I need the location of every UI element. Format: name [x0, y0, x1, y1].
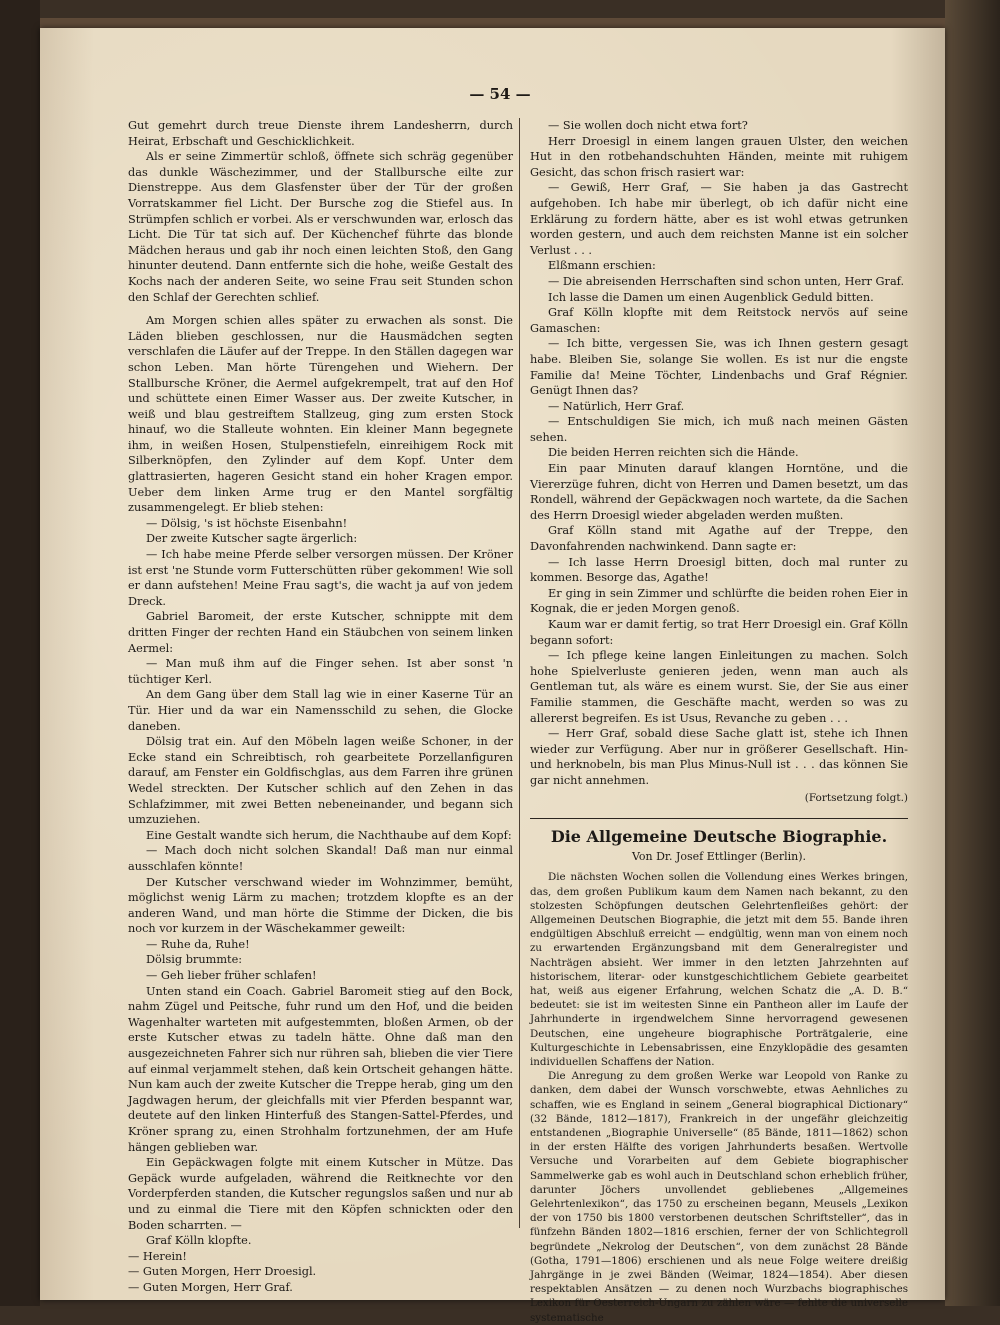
left-column: [128, 118, 513, 1294]
paragraph: Ich lasse die Damen um einen Augenblick Geduld bitten.: [548, 290, 874, 304]
paragraph: Ein paar Minuten darauf klangen Horntöne, und die Viererzüge fuhren, dicht von Herren und Damen besetzt, um das Rondell, während der Gepäckwagen noch wartete, da die Sachen des Herrn Droesigl wieder abgeladen werden mußten.: [530, 462, 908, 522]
book-binding: [0, 0, 40, 1306]
section-rule: [530, 818, 908, 819]
paragraph: — Guten Morgen, Herr Droesigl.: [128, 1265, 317, 1279]
paragraph: — Guten Morgen, Herr Graf.: [128, 1280, 293, 1294]
paragraph: — Ich bitte, vergessen Sie, was ich Ihnen gestern gesagt habe. Bleiben Sie, solange Sie wollen. Es ist nur die engste Familie da! Meine Töchter, Lindenbachs und Graf Régnier. Genügt Ihnen das?: [530, 337, 908, 398]
paragraph: — Entschuldigen Sie mich, ich muß nach meinen Gästen sehen.: [530, 415, 908, 444]
paragraph: An dem Gang über dem Stall lag wie in einer Kaserne Tür an Tür. Hier und da war ein Namensschild zu sehen, die Glocke daneben.: [128, 688, 513, 733]
paragraph: Am Morgen schien alles später zu erwachen als sonst. Die Läden blieben geschlossen, nur die Hausmädchen segten verschlafen die Läufer auf der Treppe. In den Ställen dagegen war schon Leben. Man hörte Türengehen und Wiehern. Der Stallbursche Kröner, die Aermel aufgekrempelt, trat auf den Hof und schüttete einen Eimer Wasser aus. Der zweite Kutscher, in weiß und blau gestreiftem Stallzeug, ging zum ersten Stock hinauf, wo die Stalleute wohnten. Ein kleiner Mann begegnete ihm, in weißen Hosen, Stulpenstiefeln, einreihigem Rock mit Silberknöpfen, den Zylinder auf dem Kopf. Unter dem glattrasierten, hageren Gesicht stand ein hoher Kragen empor. Ueber dem linken Arme trug er den Mantel sorgfältig zusammengelegt. Er blieb stehen:: [128, 314, 513, 515]
paragraph: — Sie wollen doch nicht etwa fort?: [548, 119, 748, 132]
article: [530, 829, 908, 1325]
paragraph: — Die abreisenden Herrschaften sind schon unten, Herr Graf.: [548, 274, 905, 288]
paragraph: Er ging in sein Zimmer und schlürfte die beiden rohen Eier in Kognak, die er jeden Morgen genoß.: [530, 586, 908, 616]
article-author: Von Dr. Josef Ettlinger (Berlin).: [631, 849, 807, 863]
paragraph: — Herr Graf, sobald diese Sache glatt ist, stehe ich Ihnen wieder zur Verfügung. Aber nur in größerer Gesellschaft. Hin- und herknobeln, bis man Plus Minus-Null ist . . . das können Sie gar nicht annehmen.: [530, 727, 908, 787]
paragraph: Eine Gestalt wandte sich herum, die Nachthaube auf dem Kopf:: [146, 828, 512, 842]
paragraph: — Mach doch nicht solchen Skandal! Daß man nur einmal ausschlafen könnte!: [128, 844, 513, 873]
paragraph: — Dölsig, 's ist höchste Eisenbahn!: [146, 516, 348, 530]
article-title: Die Allgemeine Deutsche Biographie.: [550, 827, 888, 847]
paragraph: Der zweite Kutscher sagte ärgerlich:: [146, 532, 358, 546]
paragraph: Graf Kölln stand mit Agathe auf der Treppe, den Davonfahrenden nachwinkend. Dann sagte er:: [530, 524, 908, 554]
paragraph: Die nächsten Wochen sollen die Vollendung eines Werkes bringen, das, dem großen Publikum kaum dem Namen nach bekannt, zu den stolzesten Schöpfungen deutschen Gelehrtenfleißes gehört: der Allgemeinen Deutschen Biographie, die jetzt mit dem 55. Bande ihren endgültigen Abschluß erreicht — endgültig, wenn man von einem noch zu erwartenden Ergänzungsband mit dem Generalregister und Nachträgen absieht. Wer immer in den letzten Jahrzehnten auf historischem, literar- oder kunstgeschichtlichem Gebiete gearbeitet hat, weiß aus eigener Erfahrung, welchen Schatz die „A. D. B.“ bedeutet: sie ist im weitesten Sinne ein Pantheon aller im Laufe der Jahrhunderte in irgendwelchem Sinne hervorragend gewesenen Deutschen, eine ungeheure biographische Porträtgalerie, eine Kulturgeschichte in Lebensabrissen, eine Enzyklopädie des gesamten individuellen Schaffens der Nation.: [530, 871, 908, 1068]
paragraph: Dölsig brummte:: [146, 953, 243, 967]
paragraph: Der Kutscher verschwand wieder im Wohnzimmer, bemüht, möglichst wenig Lärm zu machen; trotzdem klopfte es an der anderen Wand, und man hörte die Stimme der Dicken, die bis noch vor kurzem in der Wäschekammer geweilt:: [128, 875, 513, 936]
paragraph: Dölsig trat ein. Auf den Möbeln lagen weiße Schoner, in der Ecke stand ein Schreibtisch, roh gearbeitete Porzellanfiguren darauf, am Fenster ein Goldfischglas, aus dem Farren ihre grünen Wedel streckten. Der Kutscher schlich auf den Zehen in das Schlafzimmer, mit zwei Betten nebeneinander, und begann sich umzuziehen.: [128, 735, 513, 827]
paragraph: Gabriel Baromeit, der erste Kutscher, schnippte mit dem dritten Finger der rechten Hand ein Stäubchen von seinem linken Aermel:: [128, 610, 513, 655]
paragraph: Elßmann erschien:: [548, 259, 656, 273]
paragraph: Herr Droesigl in einem langen grauen Ulster, den weichen Hut in den rotbehandschuhten Händen, meinte mit ruhigem Gesicht, das schon frisch rasiert war:: [530, 134, 908, 179]
paragraph: — Man muß ihm auf die Finger sehen. Ist aber sonst 'n tüchtiger Kerl.: [128, 657, 513, 686]
paragraph: Die beiden Herren reichten sich die Hände.: [548, 446, 799, 460]
paragraph: — Natürlich, Herr Graf.: [548, 399, 685, 413]
paragraph: — Ich pflege keine langen Einleitungen zu machen. Solch hohe Spielverluste genieren jeden, wenn man auch als Gentleman tut, als wäre es einem wurst. Sie, der Sie aus einer Familie stammen, die Geschäfte macht, werden so was zu allererst begreifen. Es ist Usus, Revanche zu geben . . .: [530, 649, 908, 725]
column-divider: [519, 118, 520, 1228]
paragraph: Als er seine Zimmertür schloß, öffnete sich schräg gegenüber das dunkle Wäschezimmer, und der Stallbursche eilte zur Dienstreppe. Aus dem Glasfenster über der Tür der großen Vorratskammer fiel Licht. Der Bursche zog die Stiefel aus. In Strümpfen schlich er vorbei. Als er verschwunden war, erlosch das Licht. Die Tür tat sich auf. Der Küchenchef führte das blonde Mädchen heraus und gab ihr noch einen leichten Stoß, den Gang hinunter deutend. Dann entfernte sich die hohe, weiße Gestalt des Kochs nach der anderen Seite, wo seine Frau seit Stunden schon den Schlaf der Gerechten schlief.: [128, 150, 513, 304]
paragraph: Die Anregung zu dem großen Werke war Leopold von Ranke zu danken, dem dabei der Wunsch vorschwebte, etwas Aehnliches zu schaffen, wie es England in seinem „General biographical Dictionary“ (32 Bände, 1812—1817), Frankreich in der ungefähr gleichzeitig entstandenen „Biographie Universelle“ (85 Bände, 1811—1862) schon in der ersten Hälfte des vorigen Jahrhunderts besaßen. Wertvolle Versuche und Vorarbeiten auf dem Gebiete biographischer Sammelwerke gab es wohl auch in Deutschland schon erheblich früher, darunter Jöchers unvollendet gebliebenes „Allgemeines Gelehrtenlexikon“, das 1750 zu erscheinen begann, Meusels „Lexikon der von 1750 bis 1800 verstorbenen deutschen Schriftsteller“, das in fünfzehn Bänden 1802—1816 erschien, ferner der von Schlichtegroll begründete „Nekrolog der Deutschen“, von dem zunächst 28 Bände (Gotha, 1791—1806) erschienen und als neue Folge weitere dreißig Jahrgänge in je zwei Bänden (Weimar, 1824—1854). Aber diesen respektablen Ansätzen — zu denen noch Wurzbachs biographisches Lexikon für Oesterreich-Ungarn zu zählen wäre — fehlte die universelle systematische: [530, 1070, 908, 1324]
paragraph: Kaum war er damit fertig, so trat Herr Droesigl ein. Graf Kölln begann sofort:: [530, 618, 908, 647]
book-edge: [945, 0, 1000, 1306]
paragraph: — Ruhe da, Ruhe!: [146, 937, 250, 951]
paragraph: Unten stand ein Coach. Gabriel Baromeit stieg auf den Bock, nahm Zügel und Peitsche, fuhr rund um den Hof, und die beiden Wagenhalter warteten mit aufgestemmten, bloßen Armen, ob der erste Kutscher etwas zu tadeln hätte. Ohne daß man den ausgezeichneten Fahrer sich nur rühren sah, blieben die vier Tiere auf einmal verjammelt stehen, daß kein Ortscheit gehangen hätte. Nun kam auch der zweite Kutscher die Treppe herab, ging um den Jagdwagen herum, der gleichfalls mit vier Pferden bespannt war, deutete auf den linken Hinterfuß des Stangen-Sattel-Pferdes, und Kröner sprang zu, einen Strohhalm fortzunehmen, der am Hufe hängen geblieben war.: [128, 984, 513, 1154]
right-column: [530, 118, 908, 1324]
paragraph: Ein Gepäckwagen folgte mit einem Kutscher in Mütze. Das Gepäck wurde aufgeladen, während die Reitknechte vor den Vorderpferden standen, die Kutscher regungslos saßen und nur ab und zu einmal die Tiere mit den Köpfen schnickten oder den Boden scharrten. —: [128, 1156, 513, 1232]
continuation-note: (Fortsetzung folgt.): [804, 791, 908, 804]
paragraph: — Ich habe meine Pferde selber versorgen müssen. Der Kröner ist erst 'ne Stunde vorm Futterschütten rüber gekommen! Wie soll er dann aufstehen! Meine Frau sagt's, die wacht ja auf von jedem Dreck.: [128, 548, 513, 608]
page-number: — 54 —: [469, 85, 531, 103]
paragraph: Graf Kölln klopfte.: [146, 1234, 252, 1248]
paragraph: — Herein!: [128, 1249, 187, 1263]
paragraph: Graf Kölln klopfte mit dem Reitstock nervös auf seine Gamaschen:: [530, 306, 908, 335]
paragraph: — Gewiß, Herr Graf, — Sie haben ja das Gastrecht aufgehoben. Ich habe mir überlegt, ob ich dafür nicht eine Erklärung zu fordern hätte, aber es ist wohl etwas getrunken worden gestern, und auch dem reichsten Manne ist ein solcher Verlust . . .: [530, 181, 908, 257]
paragraph: — Ich lasse Herrn Droesigl bitten, doch mal runter zu kommen. Besorge das, Agathe!: [530, 555, 908, 585]
paragraph: — Geh lieber früher schlafen!: [146, 969, 317, 983]
paragraph: Gut gemehrt durch treue Dienste ihrem Landesherrn, durch Heirat, Erbschaft und Geschicklichkeit.: [128, 119, 513, 148]
